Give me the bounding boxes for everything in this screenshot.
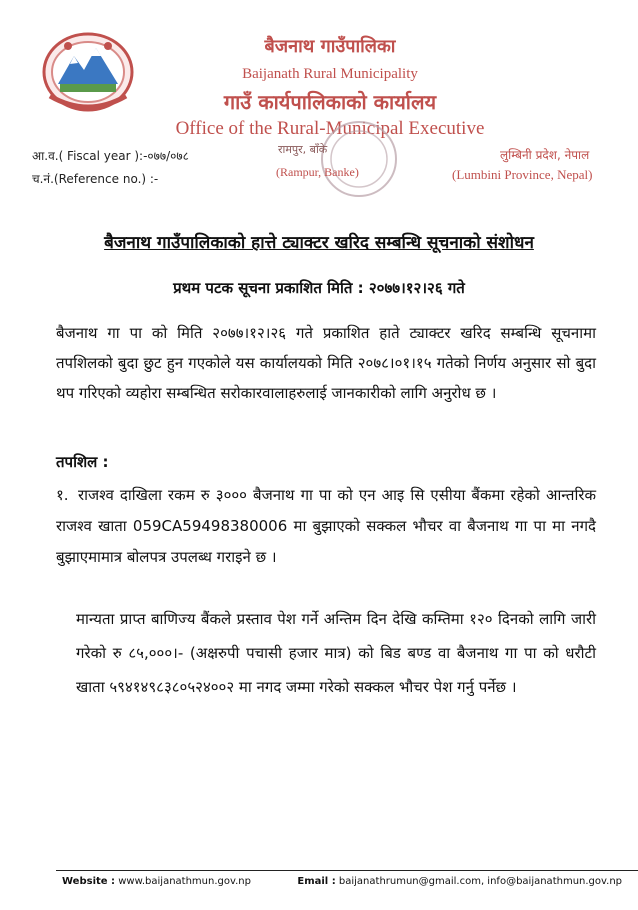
province-np: लुम्बिनी प्रदेश, नेपाल xyxy=(500,148,590,162)
nepal-emblem-icon xyxy=(40,26,136,114)
office-stamp-icon xyxy=(318,118,400,200)
location-np: रामपुर, बाँके xyxy=(278,143,328,156)
office-name-en: Office of the Rural-Municipal Executive xyxy=(175,118,485,139)
municipality-name-np: बैजनाथ गाउँपालिका xyxy=(264,36,396,57)
list-item: मान्यता प्राप्त बाणिज्य बैंकले प्रस्ताव पेश गर्ने अन्तिम दिन देखि कम्तिमा १२० दिनको लागि जारी गरेको रु ८५,०००।- (अक्षरुपी पचासी हजार मात्र) को बिड बण्ड वा बैजनाथ गा पा को धरौटी खाता ५९४१४९८३८०५२४००२ मा नगद जम्मा गरेको सक्कल भौचर पेश गर्नु पर्नेछ । xyxy=(76,610,596,696)
reference-number: च.नं.(Reference no.) :- xyxy=(32,172,159,186)
website-link[interactable]: www.baijanathmun.gov.np xyxy=(118,876,251,887)
list-item-number: १. xyxy=(56,486,69,504)
list-item xyxy=(56,480,596,573)
letterhead xyxy=(0,0,638,208)
office-name-np: गाउँ कार्यपालिकाको कार्यालय xyxy=(223,90,437,114)
notice-subject: बैजनाथ गाउँपालिकाको हात्ते ट्याक्टर खरिद सम्बन्धि सूचनाको संशोधन xyxy=(104,233,534,253)
notice-intro: बैजनाथ गा पा को मिति २०७७।१२।२६ गते प्रकाशित हाते ट्याक्टर खरिद सम्बन्धि सूचनामा तपशिलको बुदा छुट हुन गएकोले यस कार्यालयको मिति २०७८।०१।१५ गतेको निर्णय अनुसार सो बुदा थप गरिएको व्यहोरा सम्बन्धित सरोकारवालाहरुलाई जानकारीको लागि अनुरोध छ । xyxy=(56,324,596,402)
footer-divider xyxy=(56,870,638,871)
first-published-date: प्रथम पटक सूचना प्रकाशित मिति : २०७७।१२।२६ गते xyxy=(173,279,465,297)
list-item-text: राजश्व दाखिला रकम रु ३००० बैजनाथ गा पा को एन आइ सि एसीया बैंकमा रहेको आन्तरिक राजश्व खाता 059CA59498380006 मा बुझाएको सक्कल भौचर वा बैजनाथ गा पा मा नगदै बुझाएमामात्र बोलपत्र उपलब्ध गराइने छ । xyxy=(56,486,596,566)
website-label: Website : xyxy=(62,876,116,887)
email-link[interactable]: baijanathrumun@gmail.com, info@baijanathmun.gov.np xyxy=(338,876,623,887)
province-en: (Lumbini Province, Nepal) xyxy=(452,167,593,182)
tapshil-heading: तपशिल : xyxy=(56,453,109,471)
location-en: (Rampur, Banke) xyxy=(276,165,359,179)
municipality-name-en: Baijanath Rural Municipality xyxy=(242,66,418,82)
email-label: Email : xyxy=(297,876,336,887)
footer xyxy=(62,876,638,887)
fiscal-year: आ.व.( Fiscal year ):-०७७/०७८ xyxy=(32,149,189,163)
